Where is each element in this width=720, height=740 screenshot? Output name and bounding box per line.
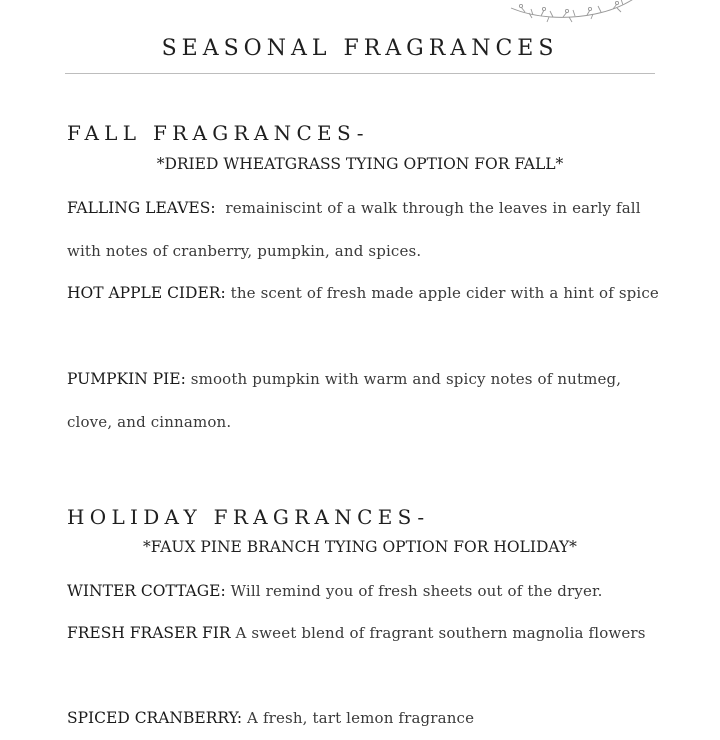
fragrance-name: FALLING LEAVES: [67, 199, 216, 217]
fragrance-entry-winter-cottage [67, 570, 667, 613]
fragrance-description: smooth pumpkin with warm and spicy notes of nutmeg, clove, and cinnamon. [67, 370, 622, 431]
holiday-tying-note: *FAUX PINE BRANCH TYING OPTION FOR HOLIDAY* [143, 538, 577, 556]
fragrance-entry-pumpkin-pie [67, 358, 667, 443]
floral-ornament-icon [505, 0, 645, 28]
fragrance-description: remainiscint of a walk through the leaves in early fall with notes of cranberry, pumpkin, and spices. [67, 199, 641, 260]
fragrance-name: FRESH FRASER FIR [67, 624, 231, 642]
fragrance-name: HOT APPLE CIDER: [67, 284, 226, 302]
fragrance-entry-falling-leaves [67, 187, 667, 272]
title-divider [65, 73, 655, 74]
holiday-section-heading: HOLIDAY FRAGRANCES- [67, 505, 430, 529]
page-title: SEASONAL FRAGRANCES [161, 36, 559, 61]
fragrance-name: PUMPKIN PIE: [67, 370, 186, 388]
fragrance-entry-spiced-cranberry [67, 697, 667, 740]
fragrance-description: A sweet blend of fragrant southern magnolia flowers [235, 624, 646, 642]
fragrance-name: WINTER COTTAGE: [67, 582, 226, 600]
fall-section-heading: FALL FRAGRANCES- [67, 121, 369, 145]
fragrance-description: Will remind you of fresh sheets out of the dryer. [230, 582, 603, 600]
fragrance-description: the scent of fresh made apple cider with a hint of spice [230, 284, 659, 302]
fragrance-entry-fresh-fraser-fir [67, 612, 667, 655]
fragrance-name: SPICED CRANBERRY: [67, 709, 243, 727]
fragrance-entry-hot-apple-cider [67, 272, 667, 315]
fall-tying-note: *DRIED WHEATGRASS TYING OPTION FOR FALL* [156, 155, 564, 173]
fragrance-description: A fresh, tart lemon fragrance [247, 709, 475, 727]
